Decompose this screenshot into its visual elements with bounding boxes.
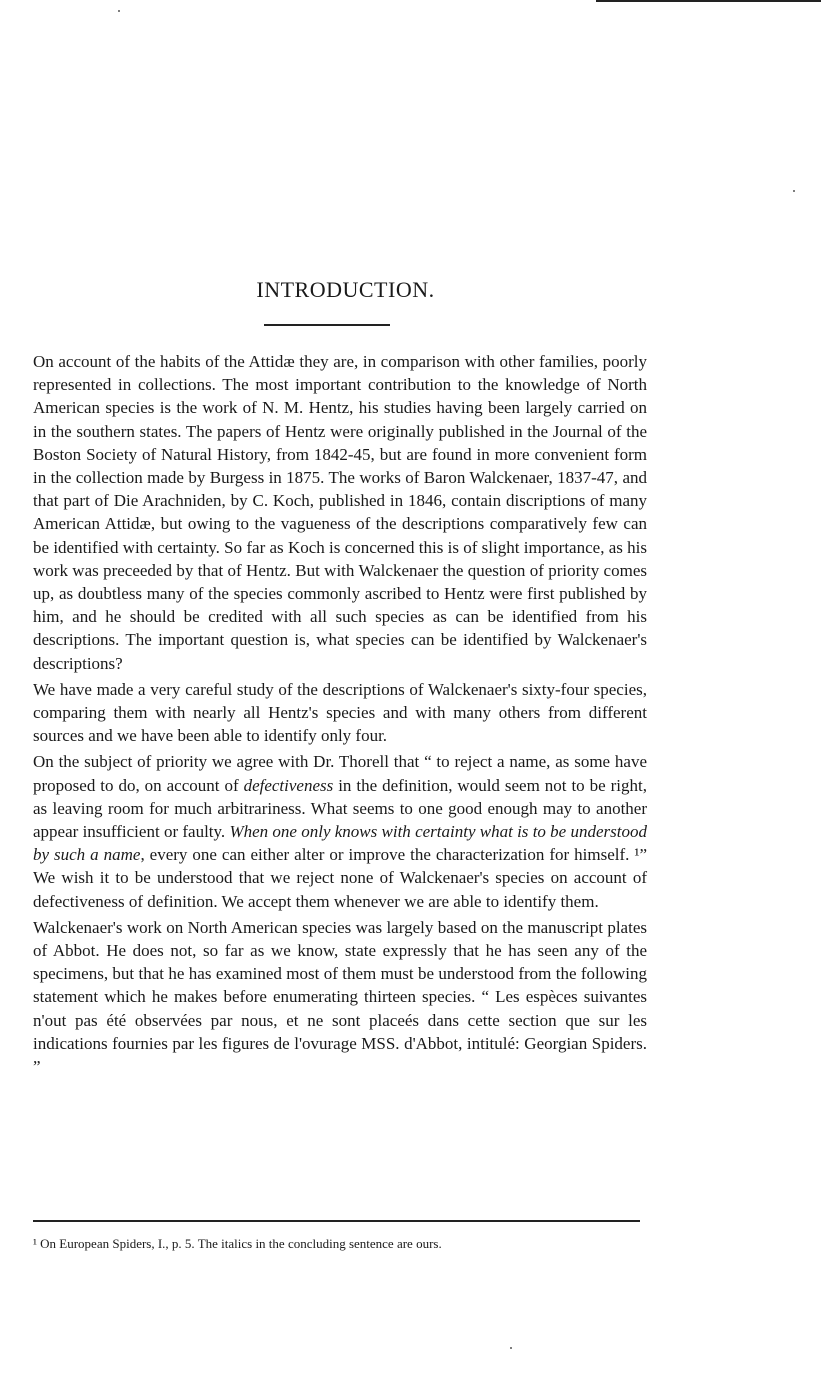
paragraph-4-text: Walckenaer's work on North American species was largely based on the manuscript plates of Abbot. He does not, so far as we know, state expressly that he has seen any of the specimens, but that he has examined most of them must be understood from the following statement which he makes before enumerating thirteen species. “ Les espèces suivantes n'out pas été observées par nous, et ne sont placeés dans cette section que sur les indications fournies par les figures de l'ovurage MSS. d'Abbot, intitulé: Georgian Spiders. ” — [33, 917, 647, 1077]
paragraph-3-italic-quote: When one only knows with certainty what is to be understood by such a name — [33, 822, 647, 865]
paragraph-2 — [33, 678, 647, 748]
body-text — [33, 350, 647, 1078]
paragraph-3-text-c: , every one can either alter or improve the characterization for himself. ¹” We wish it to be understood that we reject none of Walckenaer's species on account of defectiveness of definition. We accept them whenever we are able to identify them. — [33, 845, 647, 911]
top-edge-rule — [596, 0, 821, 2]
title-underline-rule — [264, 324, 390, 326]
paragraph-3 — [33, 750, 647, 912]
paragraph-3-italic-defectiveness: defectiveness — [243, 775, 334, 795]
paragraph-1 — [33, 350, 647, 675]
paragraph-2-text: We have made a very careful study of the descriptions of Walckenaer's sixty-four species, comparing them with nearly all Hentz's species and with many others from different sources and we have been able to identify only four. — [33, 679, 647, 746]
paragraph-3-text-a: On the subject of priority we agree with Dr. Thorell that “ to reject a name, as some have proposed to do, on account of — [33, 752, 647, 795]
paragraph-1-text: On account of the habits of the Attidæ they are, in comparison with other families, poorly represented in collections. The most important contribution to the knowledge of North American species is the work of N. M. Hentz, his studies having been largely carried on in the southern states. The papers of Hentz were originally published in the Journal of the Boston Society of Natural History, from 1842-45, but are found in more convenient form in the collection made by Burgess in 1875. The works of Baron Walckenaer, 1837-47, and that part of Die Arachniden, by C. Koch, published in 1846, contain discriptions of many American Attidæ, but owing to the vagueness of the descriptions comparatively few can be identified with certainty. So far as Koch is concerned this is of slight importance, as his work was preceeded by that of Hentz. But with Walckenaer the question of priority comes up, as doubtless many of the species commonly ascribed to Hentz were first published by him, and he should be credited with all such species as can be identified from his descriptions. The important question is, what species can be identified by Walckenaer's descriptions? — [33, 352, 647, 673]
footnote-rule — [33, 1220, 640, 1222]
paragraph-3-text-b: in the definition, would seem not to be right, as leaving room for much arbitrariness. What seems to one good enough may to another appear insufficient or faulty. — [33, 775, 647, 842]
footnote: ¹ On European Spiders, I., p. 5. The italics in the concluding sentence are ours. — [33, 1236, 442, 1251]
page-title: INTRODUCTION. — [256, 276, 435, 302]
scan-speck — [118, 10, 120, 12]
scan-speck — [793, 190, 795, 192]
paragraph-4 — [33, 916, 647, 1078]
scan-speck — [510, 1347, 512, 1349]
